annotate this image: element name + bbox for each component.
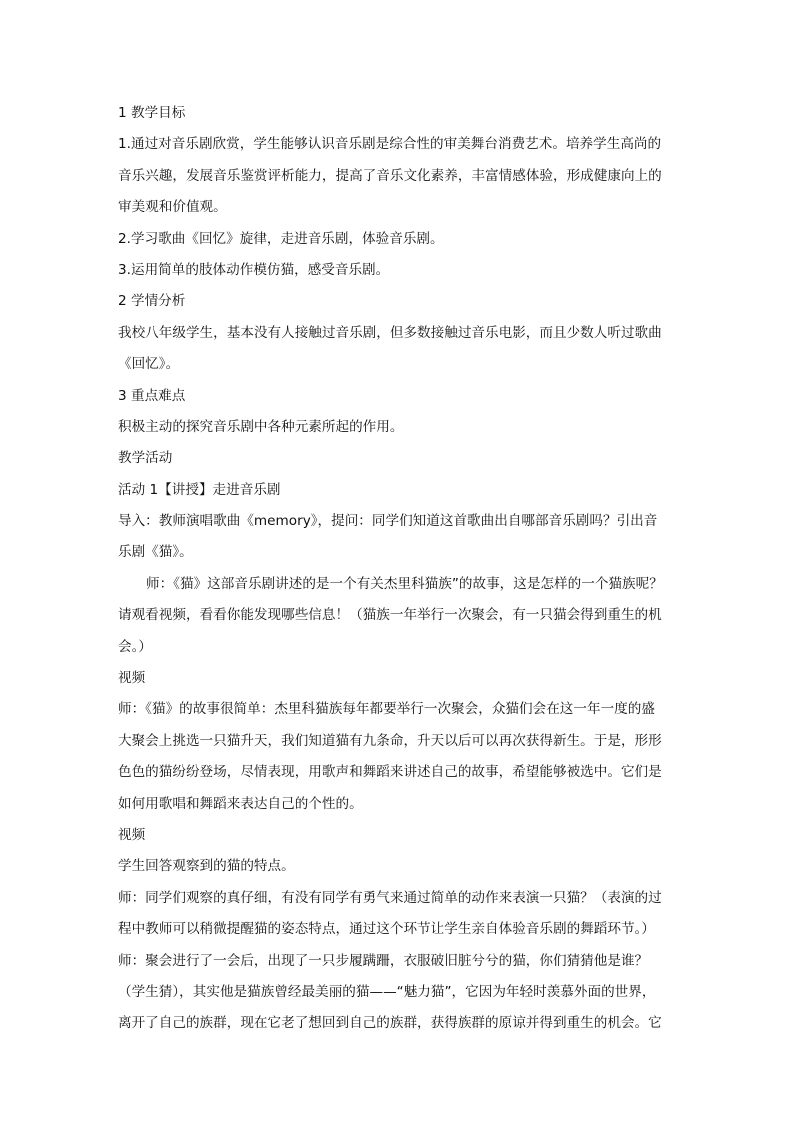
- text-line: 色色的猫纷纷登场，尽情表现，用歌声和舞蹈来讲述自己的故事，希望能够被选中。它们是: [118, 764, 662, 781]
- text-line: 视频: [118, 670, 146, 687]
- text-line: 1.通过对音乐剧欣赏，学生能够认识音乐剧是综合性的审美舞台消费艺术。培养学生高尚的: [118, 136, 662, 153]
- text-line: 会。）: [118, 638, 152, 655]
- text-line: 师：聚会进行了一会后，出现了一只步履蹒跚，衣服破旧脏兮兮的猫，你们猜猜他是谁？: [118, 952, 649, 969]
- text-line: 我校八年级学生，基本没有人接触过音乐剧，但多数接触过音乐电影，而且少数人听过歌曲: [118, 324, 662, 341]
- text-line: 师：同学们观察的真仔细，有没有同学有勇气来通过简单的动作来表演一只猫？（表演的过: [118, 889, 662, 906]
- text-line: 大聚会上挑选一只猫升天，我们知道猫有九条命，升天以后可以再次获得新生。于是，形形: [118, 732, 662, 749]
- text-line: 离开了自己的族群，现在它老了想回到自己的族群，获得族群的原谅并得到重生的机会。它: [118, 1015, 662, 1032]
- text-line: 请观看视频，看看你能发现哪些信息！（猫族一年举行一次聚会，有一只猫会得到重生的机: [118, 607, 662, 624]
- text-line: 程中教师可以稍微提醒猫的姿态特点，通过这个环节让学生亲自体验音乐剧的舞蹈环节。）: [118, 921, 655, 938]
- section-heading: 1 教学目标: [118, 105, 186, 121]
- text-line: （学生猜），其实他是猫族曾经最美丽的猫——“魅力猫”，它因为年轻时羡慕外面的世界，: [118, 983, 656, 1000]
- text-line: 审美观和价值观。: [118, 199, 227, 216]
- section-heading: 教学活动: [118, 450, 173, 467]
- text-line: 音乐兴趣，发展音乐鉴赏评析能力，提高了音乐文化素养，丰富情感体验，形成健康向上的: [118, 167, 662, 184]
- text-line: 如何用歌唱和舞蹈来表达自己的个性的。: [118, 795, 363, 812]
- text-line: 导入：教师演唱歌曲《memory》，提问：同学们知道这首歌曲出自哪部音乐剧吗？引出音: [118, 513, 658, 530]
- text-line: 《回忆》。: [118, 356, 180, 373]
- text-line: 视频: [118, 826, 146, 843]
- text-line: 2.学习歌曲《回忆》旋律，走进音乐剧，体验音乐剧。: [118, 230, 444, 247]
- section-heading: 3 重点难点: [118, 387, 186, 404]
- text-line: 3.运用简单的肢体动作模仿猫，感受音乐剧。: [118, 261, 390, 278]
- text-line: 师：《猫》这部音乐剧讲述的是一个有关杰里科猫族”的故事，这是怎样的一个猫族呢？: [146, 575, 663, 592]
- text-line: 学生回答观察到的猫的特点。: [118, 858, 295, 875]
- section-heading: 活动 1【讲授】走进音乐剧: [118, 481, 281, 498]
- document-body: [118, 98, 680, 1040]
- text-line: 积极主动的探究音乐剧中各种元素所起的作用。: [118, 418, 404, 435]
- text-line: 师：《猫》的故事很简单：杰里科猫族每年都要举行一次聚会，众猫们会在这一年一度的盛: [118, 701, 655, 718]
- section-heading: 2 学情分析: [118, 293, 186, 310]
- text-line: 乐剧《猫》。: [118, 544, 193, 561]
